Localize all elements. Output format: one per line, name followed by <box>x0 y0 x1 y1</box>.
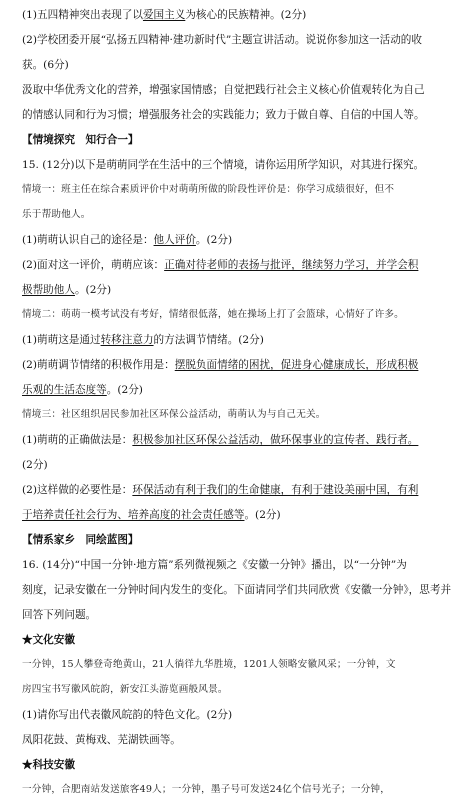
q14-part2-line2: 获。(6分) <box>22 59 69 71</box>
q15-1-2-cont <box>22 283 456 297</box>
culture-text-line1: 一分钟，15人攀登奇绝黄山，21人徜徉九华胜境，1201人领略安徽风采；一分钟，文 <box>22 659 396 670</box>
answer-line: 的情感认同和行为习惯；增强服务社会的实践能力；致力于做自尊、自信的中国人等。 <box>22 109 425 121</box>
section-header: 【情系家乡 同绘蓝图】 <box>22 534 139 546</box>
q15-3-1-cont <box>22 458 456 472</box>
text: (2)这样做的必要性是： <box>22 484 133 496</box>
q14-part1 <box>22 8 456 22</box>
culture-text-line2: 房四宝书写徽风皖韵，新安江头游览画般风景。 <box>22 684 228 695</box>
q15-1-1 <box>22 233 456 247</box>
answer-text: 乐观的生活态度等 <box>22 384 107 396</box>
answer-text: 转移注意力 <box>100 334 154 346</box>
scenario-three: 情境三：社区组织居民参加社区环保公益活动，萌萌认为与自己无关。 <box>22 409 326 420</box>
text: 。(2分) <box>244 509 281 521</box>
text: (1)萌萌的正确做法是： <box>22 434 133 446</box>
text: (1)萌萌认识自己的途径是： <box>22 234 154 246</box>
answer-text: 环保活动有利于我们的生命健康，有利于建设美丽中国，有利 <box>132 484 419 496</box>
q15-1-2 <box>22 258 456 272</box>
text: 。(2分) <box>195 234 233 246</box>
text: (1)萌萌这是通过 <box>22 334 101 346</box>
text: (2)萌萌调节情绪的积极作用是： <box>22 359 175 371</box>
answer-text: 积极参加社区环保公益活动，做环保事业的宣传者、践行者。 <box>132 434 419 446</box>
text: 。(2分) <box>74 284 112 296</box>
q14-part2-line1: (2)学校团委开展“弘扬五四精神·建功新时代”主题宣讲活动。说说你参加这一活动的收 <box>22 34 422 46</box>
technology-text-line1: 一分钟，合肥南站发送旅客49人；一分钟，墨子号可发送24亿个信号光子；一分钟， <box>22 784 390 795</box>
section-header: 【情境探究 知行合一】 <box>22 134 139 146</box>
q15-3-2 <box>22 483 456 497</box>
q16-stem-line1: 16. (14分)“中国一分钟·地方篇”系列微视频之《安徽一分钟》播出，以“一分钟”为 <box>22 559 407 571</box>
answer-text: 爱国主义 <box>142 9 186 21</box>
subsection-culture: ★文化安徽 <box>22 634 75 646</box>
answer-text: 极帮助他人 <box>22 284 75 296</box>
scenario-one-line2: 乐于帮助他人。 <box>22 209 91 220</box>
text: 的方法调节情绪。(2分) <box>153 334 264 346</box>
scenario-one-line1: 情境一：班主任在综合素质评价中对萌萌所做的阶段性评价是：你学习成绩很好，但不 <box>22 184 395 195</box>
text: (2)面对这一评价，萌萌应该： <box>22 259 165 271</box>
scenario-two: 情境二：萌萌一模考试没有考好，情绪很低落，她在操场上打了会篮球，心情好了许多。 <box>22 309 404 320</box>
q15-3-2-cont <box>22 508 456 522</box>
q16-stem-line3: 回答下列问题。 <box>22 609 97 621</box>
answer-text: 他人评价 <box>153 234 196 246</box>
answer-line: 凤阳花鼓、黄梅戏、芜湖铁画等。 <box>22 734 181 746</box>
q15-2-2-cont <box>22 383 456 397</box>
answer-text: 正确对待老师的表扬与批评，继续努力学习，并学会积 <box>164 259 419 271</box>
subsection-technology: ★科技安徽 <box>22 759 75 771</box>
text: (2分) <box>22 459 48 471</box>
text: 。(2分) <box>106 384 143 396</box>
text: 为核心的民族精神。(2分) <box>185 9 307 21</box>
answer-line: 汲取中华优秀文化的营养，增强家国情感；自觉把践行社会主义核心价值观转化为自己 <box>22 84 425 96</box>
q15-2-1 <box>22 333 456 347</box>
q16-stem-line2: 刻度，记录安徽在一分钟时间内发生的变化。下面请同学们共同欣赏《安徽一分钟》，思考并 <box>22 584 452 596</box>
text: (1)五四精神突出表现了以 <box>22 9 143 21</box>
answer-text: 于培养责任社会行为、培养高度的社会责任感等 <box>22 509 245 521</box>
q16-1: (1)请你写出代表徽风皖韵的特色文化。(2分) <box>22 709 233 721</box>
q15-3-1 <box>22 433 456 447</box>
answer-text: 摆脱负面情绪的困扰，促进身心健康成长，形成积极 <box>174 359 419 371</box>
q15-stem: 15. (12分)以下是萌萌同学在生活中的三个情境，请你运用所学知识，对其进行探究。 <box>22 159 425 171</box>
q15-2-2 <box>22 358 456 372</box>
